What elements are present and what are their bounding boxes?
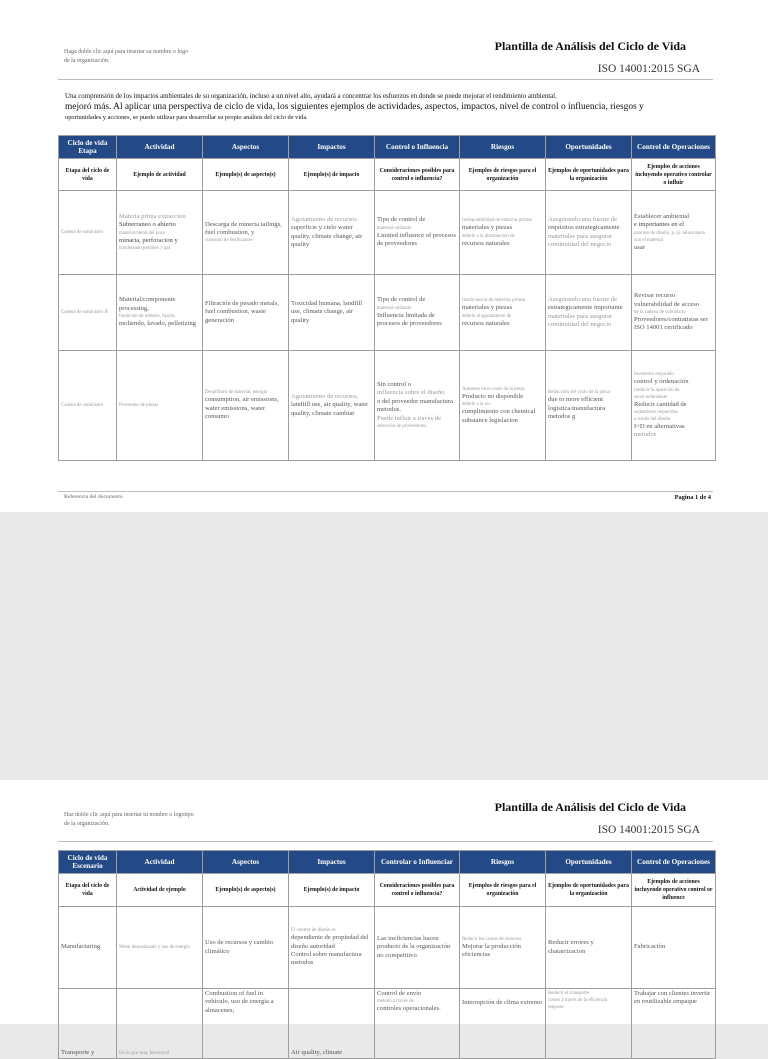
table-subheader-row	[59, 159, 716, 191]
aspects-text: Descarga de mineria tailings, fuel combustion, y	[205, 220, 282, 236]
page-title: Plantilla de Análisis del Ciclo de Vida	[494, 39, 686, 53]
aspects-text: Filtración de pesado metals, fuel combustion, waste generación	[205, 299, 279, 324]
impacts-text: Control sobre manufactura metodos	[291, 951, 362, 967]
table-subheader-row	[59, 874, 716, 907]
activity-text: minaria, perforacion y	[119, 236, 178, 244]
control-text: o del proveedor manufactura metodos.	[377, 397, 453, 414]
opportunities-text: Reducir el transporte	[548, 991, 590, 996]
control-text: método a través de	[377, 999, 414, 1005]
subheader-impacts: Ejemplo(s) de impacto	[289, 159, 375, 191]
opportunities-text: requisitos estrategicamente	[548, 224, 620, 232]
risks-text: Insuficiencia de materias primas	[462, 298, 526, 304]
control-text: material utilizado	[377, 305, 412, 311]
page-title: Plantilla de Análisis del Ciclo de Vida	[494, 800, 686, 814]
operations-text: metodos	[634, 431, 657, 439]
aspects-text: consumption, air emissions, water emissions, water consumo	[205, 396, 279, 421]
subheader-opportunities: Ejemplos de oportunidades para la organización	[546, 159, 632, 191]
operations-text: proceso de diseño, p. ej. relacionado con el material	[634, 230, 706, 243]
footer-divider	[58, 491, 713, 492]
document-page-2	[0, 780, 768, 1056]
impacts-text: superficie y cielo water quality, climate change, air quality	[291, 224, 363, 248]
col-header-control: Control o Influencia	[375, 136, 460, 159]
operations-text: Fabricación	[634, 943, 666, 951]
logo-placeholder[interactable]: Haga doble clic aquí para insertar su nombre o logo de la organización.	[64, 49, 189, 64]
activity-text: bombeando petróleo y gas	[119, 246, 171, 252]
subheader-opportunities: Ejemplos de oportunidades para la organización	[546, 874, 632, 907]
risks-text: Aumento en el costo de la pieza	[462, 386, 525, 392]
risks-text: Interrupción de clima extremo	[462, 999, 543, 1006]
col-header-operations: Control de Operaciones	[632, 136, 716, 159]
risks-text: materiales y piezas	[462, 224, 513, 232]
intro-line-3: oportunidades y acciones, se puede utilizar para desarrollar su propio análisis del ciclo de vida.	[65, 114, 308, 121]
operations-text: control y ordenación	[634, 378, 689, 386]
table-row	[59, 275, 716, 351]
aspects-text: Uso de recursos y cambio climático	[205, 939, 274, 955]
opportunities-text: Asegurando una fuente de	[548, 215, 618, 223]
stage-cell: Cadena de suministro	[61, 230, 104, 236]
operations-text: a través del diseño	[634, 417, 671, 422]
subheader-operations: Ejemplos de acciones incluyendo operativo control or influence	[632, 874, 716, 907]
operations-text: I+D en alternativas	[634, 423, 685, 430]
col-header-risks: Riesgos	[460, 851, 546, 874]
table-row	[59, 351, 716, 461]
control-text: Influencia limitada de procesos de proveedores	[377, 311, 442, 328]
operations-text: sujetadores requeridos	[634, 410, 678, 415]
operations-text: Reducir cantidad de	[634, 400, 687, 408]
standard-label: ISO 14001:2015 SGA	[597, 63, 700, 75]
control-text: selección de proveedores.	[377, 424, 428, 430]
col-header-risks: Riesgos	[460, 136, 546, 159]
col-header-impacts: Impactos	[289, 136, 375, 159]
opportunities-text: Reducir errores y chatarrizacion	[548, 939, 594, 955]
col-header-operations: Control de Operaciones	[632, 851, 716, 874]
risks-text: Producto no disponible	[462, 392, 524, 400]
activity-text: moliendo, lavado, pelletizing	[119, 320, 196, 328]
subheader-stage: Etapa del ciclo de vida	[59, 874, 117, 907]
impacts-text: Air quality, climate	[291, 1048, 343, 1056]
table-header-row	[59, 851, 716, 874]
operations-text: usar	[634, 243, 645, 251]
intro-text	[65, 92, 715, 122]
opportunities-text: materiales para asegurar	[548, 312, 613, 320]
activity-text: Material/componente processing,	[119, 296, 176, 312]
impacts-text: Agotamiento de recursos	[291, 215, 357, 223]
subheader-aspects: Ejemplo(s) de aspecto(s)	[203, 874, 289, 907]
lifecycle-table	[58, 135, 716, 461]
risks-text: materiales y piezas	[462, 304, 513, 312]
table-row	[59, 907, 716, 989]
operations-text: de la cadena de suministro	[634, 310, 686, 315]
col-header-impacts: Impactos	[289, 851, 375, 874]
impacts-text: Agotamiento de recursos,	[291, 392, 359, 400]
risks-text: cumplimiento con chemical substance legislacion	[462, 408, 536, 424]
subheader-aspects: Ejemplo(s) de aspecto(s)	[203, 159, 289, 191]
lifecycle-table	[58, 850, 716, 1059]
subheader-activity: Actividad de ejemplo	[117, 874, 203, 907]
col-header-activity: Actividad	[117, 851, 203, 874]
opportunities-text: due to more efficient logistica/manufactura metodos g	[548, 396, 606, 421]
operations-text: Inventario mejorado	[634, 372, 674, 378]
activity-text: material/metal del pozo	[119, 230, 166, 236]
table-row	[59, 989, 716, 1059]
opportunities-text: continuidad del negocio	[548, 320, 612, 328]
subheader-impacts: Ejemplo(s) de impacto	[289, 874, 375, 907]
activity-text: Proveedor de piezas	[119, 403, 159, 409]
risks-text: Reducir los costos de recursos	[462, 936, 522, 942]
document-page-1	[0, 0, 768, 512]
logo-placeholder[interactable]: Haz doble clic aquí para insertar tu nombre o logotipo de la organización.	[64, 812, 194, 827]
opportunities-text: costos a través de la eficiencia	[548, 998, 608, 1003]
risks-text: recursos naturales	[462, 319, 510, 327]
activity-text: Envío por mar, ferrocarril	[119, 1050, 170, 1056]
col-header-aspects: Aspectos	[203, 136, 289, 159]
control-text: Las ineficiencias hacen producto de la organización no competitivo	[377, 934, 451, 959]
header-divider	[58, 841, 713, 842]
opportunities-text: Asegurando una fuente de	[548, 295, 618, 303]
operations-text: stock redundante	[634, 394, 668, 400]
subheader-control: Consideraciones posibles para control o influencia?	[375, 159, 460, 191]
aspects-text: consumo de fertilizantes	[205, 238, 253, 244]
stage-cell: Transporte y	[61, 1048, 95, 1056]
impacts-text: Toxicidad humana, landfill use, climate change, air quality	[291, 299, 363, 324]
risks-text: debido a la disminución de	[462, 233, 515, 239]
control-text: material utilizado	[377, 225, 412, 231]
operations-text: Trabajar con clientes invertir en reutilizable empaque	[634, 990, 711, 1006]
control-text: influencia sobre el diseño	[377, 389, 445, 397]
operations-text: Proveedores/contratistas ser ISO 14001 certificado	[634, 316, 708, 332]
risks-text: Mejorar la producción eficiencias	[462, 942, 521, 958]
operations-text: e importantes en el	[634, 221, 684, 229]
operations-text: (reducir la aparición de	[634, 387, 680, 393]
risks-text: recursos naturales	[462, 239, 510, 247]
subheader-risks: Ejemplos de riesgos para el organización	[460, 159, 546, 191]
control-text: Limited influence of procesos de proveedores	[377, 231, 456, 248]
risks-text: Indisponibilidad de materias primas	[462, 218, 533, 224]
col-header-stage: Ciclo de vida Etapa	[59, 136, 117, 159]
table-row	[59, 191, 716, 275]
col-header-opportunities: Oportunidades	[546, 851, 632, 874]
impacts-text: landfill use, air quality, water quality, climate cambiar	[291, 401, 369, 417]
footer-reference: Referencia del documento	[64, 494, 123, 500]
aspects-text: Combustion of fuel in vehículo, uso de energía a almacenes;	[205, 990, 274, 1014]
stage-cell: Manufacturing	[61, 943, 101, 951]
header-divider	[58, 79, 713, 80]
risks-text: debido al agotamiento de	[462, 313, 512, 319]
opportunities-text: continuidad del negocio	[548, 240, 612, 248]
standard-label: ISO 14001:2015 SGA	[597, 824, 700, 836]
col-header-activity: Actividad	[117, 136, 203, 159]
subheader-stage: Etapa del ciclo de vida	[59, 159, 117, 191]
impacts-text: dependiente de propiedad del diseño autoridad	[291, 934, 369, 950]
stage-cell: Cadena de suministro	[61, 403, 104, 409]
col-header-stage: Ciclo de vida Escenario	[59, 851, 117, 874]
control-text: Tipo de control de	[377, 296, 426, 304]
subheader-operations: Ejemplos de acciones incluyendo operativo controlar o influir	[632, 159, 716, 191]
control-text: Control de envío	[377, 990, 422, 997]
opportunities-text: estrategicamente importante	[548, 304, 623, 312]
activity-text: Metal despedazado y uso de energía	[119, 945, 190, 951]
activity-text: Materia prima extraccion	[119, 212, 186, 220]
control-text: Sin control o	[377, 380, 412, 388]
risks-text: debido a la no-	[462, 402, 492, 408]
aspects-text: Despilfarro de material, energía	[205, 390, 268, 396]
intro-line-1: Una comprensión de los impactos ambientales de su organización, incluso a un nivel alto, ayudará a concentrar los esfuerzos en donde se puede mejorar el rendimiento ambiental.	[65, 93, 557, 100]
stage-cell: Cadena de suministro B	[61, 310, 108, 316]
col-header-opportunities: Oportunidades	[546, 136, 632, 159]
operations-text: Establecer ambiental	[634, 212, 690, 220]
control-text: Puede influir a través de	[377, 414, 442, 422]
opportunities-text: Reducción del costo de la pieza	[548, 390, 610, 396]
operations-text: Revisar recurso vulnerabilidad de acceso	[634, 292, 700, 308]
subheader-activity: Ejemplo de actividad	[117, 159, 203, 191]
opportunities-text: mejoras	[548, 1005, 564, 1010]
col-header-control: Controlar o Influenciar	[375, 851, 460, 874]
impacts-text: El control de diseño es	[291, 928, 336, 934]
control-text: Tipo de control de	[377, 216, 426, 224]
control-text: controles operacionales.	[377, 1005, 441, 1013]
opportunities-text: materiales para asegurar	[548, 232, 613, 240]
col-header-aspects: Aspectos	[203, 851, 289, 874]
page-number: Pagina 1 de 4	[674, 494, 711, 501]
subheader-control: Consideraciones posibles para control o influencia?	[375, 874, 460, 907]
table-header-row	[59, 136, 716, 159]
activity-text: fundición de metales, fusión,	[119, 314, 176, 320]
activity-text: Subterraneo o abierto	[119, 221, 176, 229]
intro-line-2: mejoró más. Al aplicar una perspectiva de ciclo de vida, los siguientes ejemplos de actividades, aspectos, impactos, nivel de control o influencia, riesgos y	[65, 102, 644, 112]
subheader-risks: Ejemplos de riesgos para el organización	[460, 874, 546, 907]
